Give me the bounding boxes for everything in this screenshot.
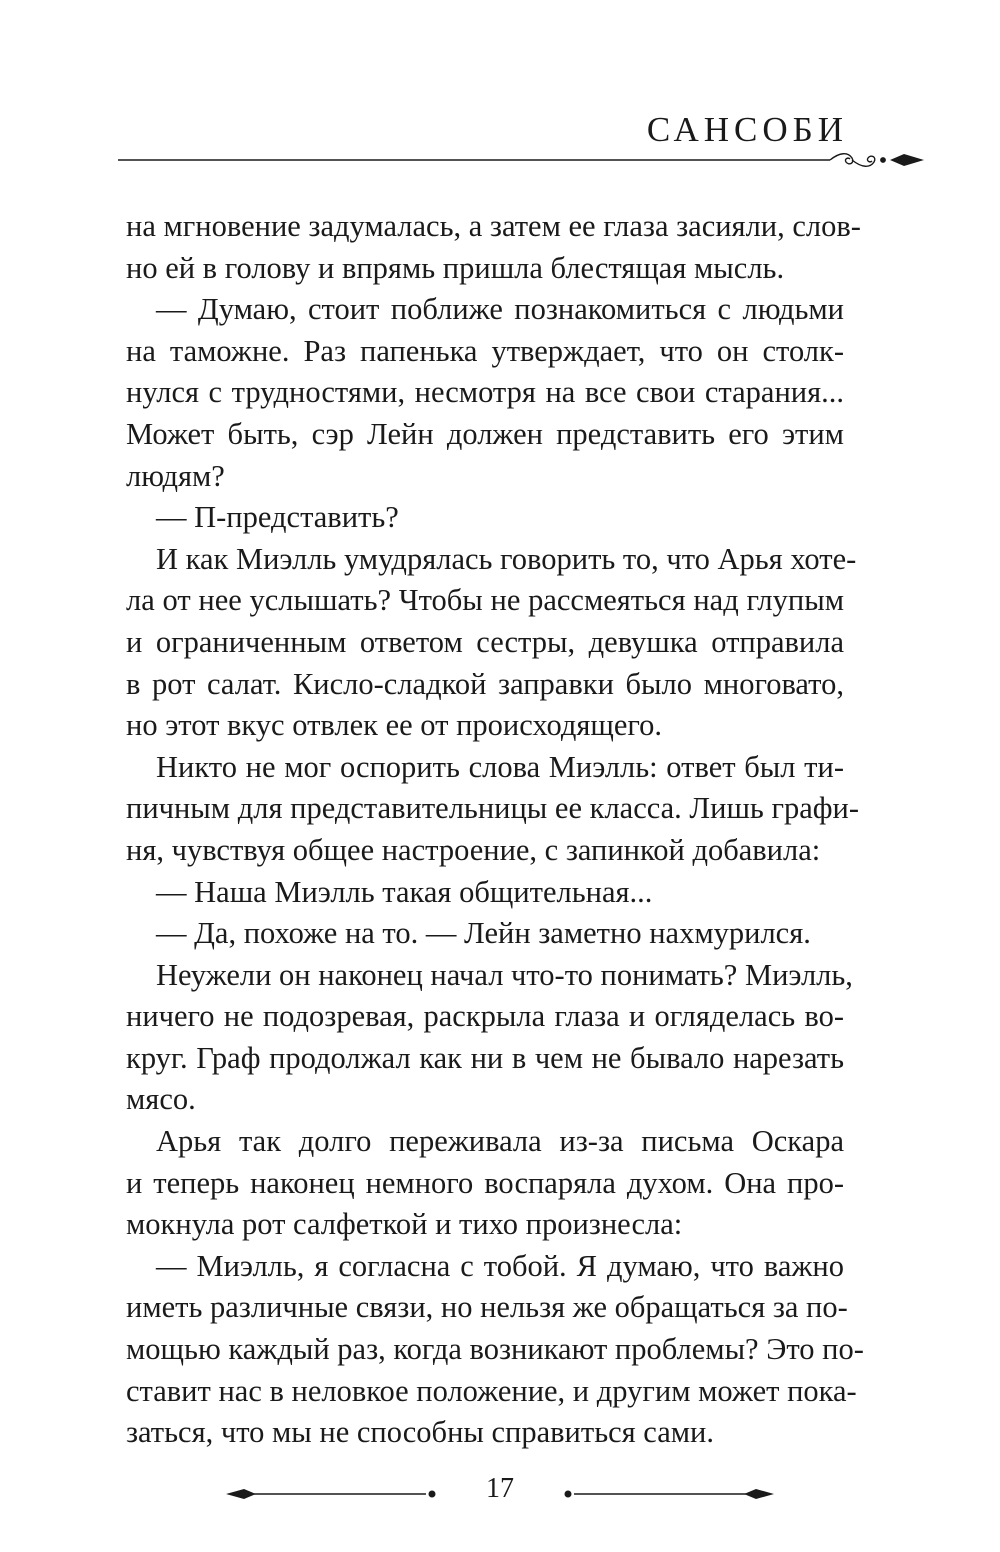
text-line: — Да, похоже на то. — Лейн заметно нахмурился. xyxy=(156,916,811,951)
text-line: в рот салат. Кисло-сладкой заправки было многовато, xyxy=(126,666,844,701)
text-line: но этот вкус отвлек ее от происходящего. xyxy=(126,708,663,743)
text-line: пичным для представительницы ее класса. Лишь графи- xyxy=(126,791,859,826)
text-line: на таможне. Раз папенька утверждает, что он столк- xyxy=(126,333,844,368)
page-number-text: 17 xyxy=(472,1473,528,1504)
text-line: ла от нее услышать? Чтобы не рассмеяться над глупым xyxy=(126,583,844,618)
text-line: — Думаю, стоит поближе познакомиться с людьми xyxy=(156,292,844,327)
arrowhead-icon xyxy=(890,154,924,166)
body-text xyxy=(126,206,864,1454)
text-line: Неужели он наконец начал что-то понимать? Миэлль, xyxy=(156,957,853,992)
text-line: — Миэлль, я согласна с тобой. Я думаю, что важно xyxy=(156,1248,844,1283)
text-line: заться, что мы не способны справиться сами. xyxy=(126,1415,715,1450)
left-dot-icon xyxy=(429,1491,436,1498)
text-line: иметь различные связи, но нельзя же обращаться за по- xyxy=(126,1290,848,1325)
footer-ornament-rule xyxy=(226,1482,774,1506)
text-line: И как Миэлль умудрялась говорить то, что Арья хоте- xyxy=(156,541,857,576)
text-line: но ей в голову и впрямь пришла блестящая мысль. xyxy=(126,250,785,285)
text-line: ничего не подозревая, раскрыла глаза и огляделась во- xyxy=(126,999,844,1034)
text-line: Арья так долго переживала из-за письма Оскара xyxy=(156,1124,844,1159)
text-line: Может быть, сэр Лейн должен представить его этим xyxy=(126,416,844,451)
right-dot-icon xyxy=(565,1491,572,1498)
text-line: Никто не мог оспорить слова Миэлль: ответ был ти- xyxy=(156,749,844,784)
header-ornament-rule xyxy=(118,148,924,172)
right-arrowhead-icon xyxy=(744,1489,774,1499)
text-line: круг. Граф продолжал как ни в чем не бывало нарезать xyxy=(126,1040,844,1075)
text-line: на мгновение задумалась, а затем ее глаза засияли, слов- xyxy=(126,209,861,243)
text-line: ня, чувствуя общее настроение, с запинкой добавила: xyxy=(126,832,821,867)
running-header-title: САНСОБИ xyxy=(646,110,848,149)
left-arrowhead-icon xyxy=(226,1489,256,1499)
flourish-icon xyxy=(830,154,885,167)
text-line: мокнула рот салфеткой и тихо произнесла: xyxy=(126,1207,683,1242)
text-line: мощью каждый раз, когда возникают проблемы? Это по- xyxy=(126,1332,864,1367)
text-line: и теперь наконец немного воспаряла духом. Она про- xyxy=(126,1165,844,1200)
text-line: ставит нас в неловкое положение, и другим может пока- xyxy=(126,1373,857,1408)
text-line: людям? xyxy=(126,458,225,493)
text-line: и ограниченным ответом сестры, девушка отправила xyxy=(126,624,844,659)
text-line: — Наша Миэлль такая общительная... xyxy=(156,874,653,909)
text-line: мясо. xyxy=(126,1082,196,1117)
text-line: нулся с трудностями, несмотря на все свои старания... xyxy=(126,375,844,410)
text-line: — П-представить? xyxy=(156,500,399,535)
